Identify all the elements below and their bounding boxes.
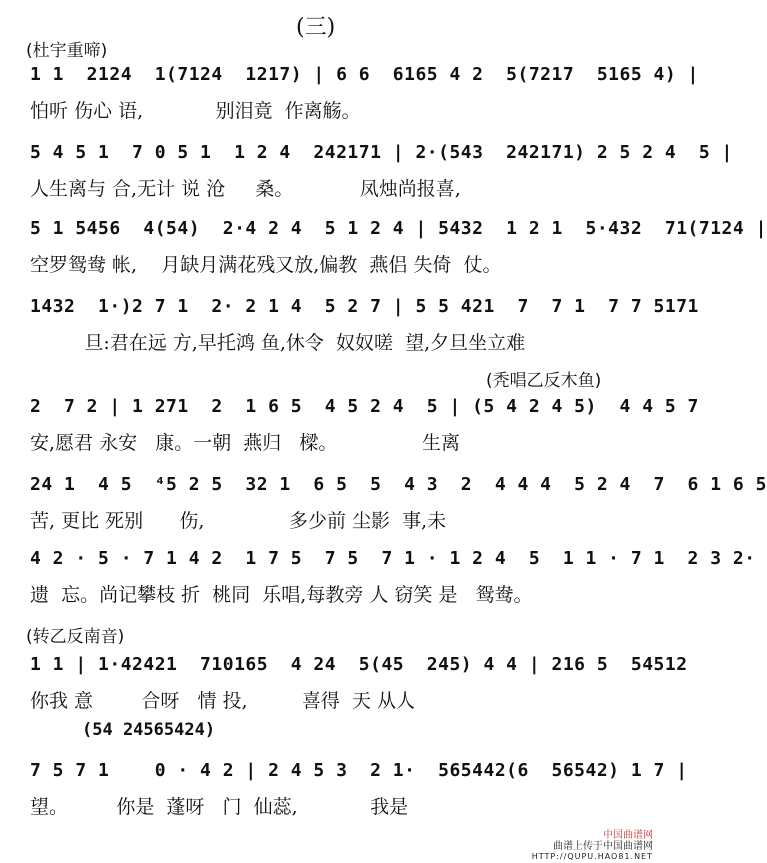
tune-name-3: (转乙反南音) <box>26 627 125 647</box>
row-notation: 5 1 5456 4(54) 2·4 2 4 5 1 2 4 | 5432 1 2 1 5·432 71(7124 | <box>30 218 767 239</box>
row-lyrics: 怕听 伤心 语, 别泪竟 作离觞。 <box>30 100 361 122</box>
row-lyrics: 空罗鸳鸯 帐, 月缺月满花残又放,偏教 燕侣 失倚 仗。 <box>30 254 502 276</box>
site-logo: 中国曲谱网 <box>603 830 653 841</box>
row-notation: 1432 1·)2 7 1 2· 2 1 4 5 2 7 | 5 5 421 7 7 1 7 7 5171 <box>30 296 699 317</box>
row-lyrics: 安,愿君 永安 康。一朝 燕归 樑。 生离 <box>30 432 460 454</box>
row-lyrics: 人生离与 合,无计 说 沧 桑。 凤烛尚报喜, <box>30 178 461 200</box>
section-title: (三) <box>296 15 336 40</box>
tune-name-2: (秃唱乙反木鱼) <box>486 371 602 391</box>
row-notation: 1 1 2124 1(7124 1217) | 6 6 6165 4 2 5(7217 5165 4) | <box>30 64 699 85</box>
footer-url[interactable]: HTTP://QUPU.HAO81.NET <box>531 852 653 861</box>
tune-name-1: (杜宇重啼) <box>26 41 108 61</box>
footer-credit <box>532 837 653 861</box>
row-notation: 1 1 | 1·42421 710165 4 24 5(45 245) 4 4 | 216 5 54512 <box>30 654 688 675</box>
row-notation: 24 1 4 5 ⁴5 2 5 32 1 6 5 5 4 3 2 4 4 4 5 2 4 7 6 1 6 5 <box>30 474 767 495</box>
row-lyrics: 望。 你是 蓬呀 门 仙蕊, 我是 <box>30 796 409 818</box>
row-lyrics: 遗 忘。尚记攀枝 折 桃同 乐唱,每教旁 人 窃笑 是 鸳鸯。 <box>30 584 533 606</box>
row-notation: 4 2 · 5 · 7 1 4 2 1 7 5 7 5 7 1 · 1 2 4 5 1 1 · 7 1 2 3 2· <box>30 548 756 569</box>
row-lyrics: 苦, 更比 死别 伤, 多少前 尘影 事,未 <box>30 510 447 532</box>
footer-credit-text: 曲谱上传于中国曲谱网 <box>553 841 653 852</box>
row-lyrics: 旦:君在远 方,早托鸿 鱼,休令 奴奴嗟 望,夕旦坐立难 <box>30 332 526 354</box>
row-notation: 7 5 7 1 0 · 4 2 | 2 4 5 3 2 1· 565442(6 56542) 1 7 | <box>30 760 688 781</box>
row-notation: 2 7 2 | 1 271 2 1 6 5 4 5 2 4 5 | (5 4 2 4 5) 4 4 5 7 <box>30 396 699 417</box>
intro-notation: (54 24565424) <box>82 720 216 740</box>
row-notation: 5 4 5 1 7 0 5 1 1 2 4 242171 | 2·(543 242171) 2 5 2 4 5 | <box>30 142 733 163</box>
row-lyrics: 你我 意 合呀 情 投, 喜得 天 从人 <box>30 690 416 712</box>
